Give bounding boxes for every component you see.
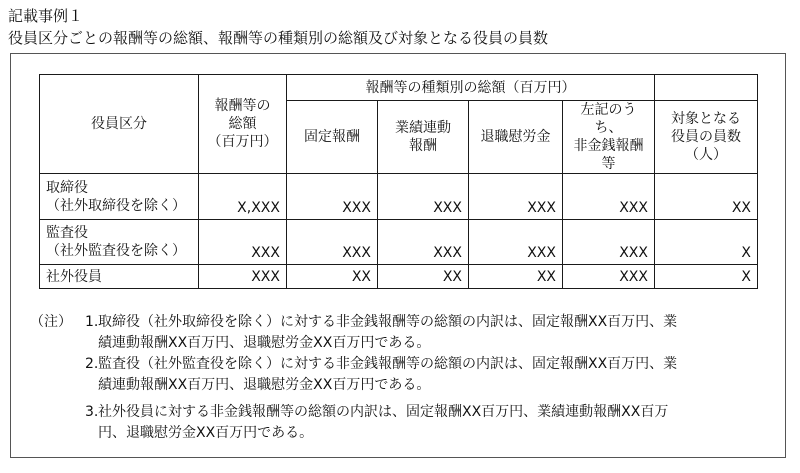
header-noncash: 左記のうち、 非金銭報酬 等 (563, 101, 655, 174)
header-retirement: 退職慰労金 (469, 101, 563, 174)
note-number: 2. (85, 356, 99, 372)
row-fixed: XXX (287, 220, 378, 265)
table-row (40, 220, 758, 265)
row-category: 社外役員 (40, 265, 199, 289)
header-headcount: 対象となる 役員の員数 （人） (655, 101, 758, 174)
row-fixed: XX (287, 265, 378, 289)
note-text: 績連動報酬XX百万円、退職慰労金XX百万円である。 (98, 335, 431, 351)
row-total: X,XXX (199, 174, 287, 220)
compensation-table (39, 74, 758, 289)
row-category: 取締役 （社外取締役を除く） (40, 174, 199, 220)
note-text: 績連動報酬XX百万円、退職慰労金XX百万円である。 (98, 377, 431, 393)
header-breakdown-group: 報酬等の種類別の総額（百万円） (287, 75, 655, 101)
row-retirement: XX (469, 265, 563, 289)
header-total: 報酬等の 総額 （百万円） (199, 75, 287, 174)
row-category: 監査役 （社外監査役を除く） (40, 220, 199, 265)
row-performance: XXX (378, 220, 469, 265)
row-retirement: XXX (469, 220, 563, 265)
note-text: 円、退職慰労金XX百万円である。 (98, 425, 314, 441)
table-row (40, 174, 758, 220)
row-headcount: X (655, 220, 758, 265)
page-subtitle: 役員区分ごとの報酬等の総額、報酬等の種類別の総額及び対象となる役員の員数 (8, 29, 549, 47)
note-number: 1. (85, 314, 99, 330)
row-noncash: XXX (563, 174, 655, 220)
note-text: 監査役（社外監査役を除く）に対する非金銭報酬等の総額の内訳は、固定報酬XX百万円、業 (98, 356, 678, 372)
row-performance: XXX (378, 174, 469, 220)
row-total: XXX (199, 220, 287, 265)
row-headcount: XX (655, 174, 758, 220)
table-row (40, 265, 758, 289)
notes-prefix: （注） (30, 314, 72, 330)
header-category: 役員区分 (40, 75, 199, 174)
header-fixed: 固定報酬 (287, 101, 378, 174)
row-noncash: XXX (563, 220, 655, 265)
header-performance: 業績連動 報酬 (378, 101, 469, 174)
note-text: 社外役員に対する非金銭報酬等の総額の内訳は、固定報酬XX百万円、業績連動報酬XX百万 (98, 404, 669, 420)
row-total: XXX (199, 265, 287, 289)
row-noncash: XXX (563, 265, 655, 289)
note-text: 取締役（社外取締役を除く）に対する非金銭報酬等の総額の内訳は、固定報酬XX百万円、業 (98, 314, 678, 330)
header-blank (655, 75, 758, 101)
header-row-1 (40, 75, 758, 101)
row-headcount: X (655, 265, 758, 289)
row-fixed: XXX (287, 174, 378, 220)
note-number: 3. (85, 404, 99, 420)
row-retirement: XXX (469, 174, 563, 220)
row-performance: XX (378, 265, 469, 289)
page-title: 記載事例１ (8, 7, 84, 25)
